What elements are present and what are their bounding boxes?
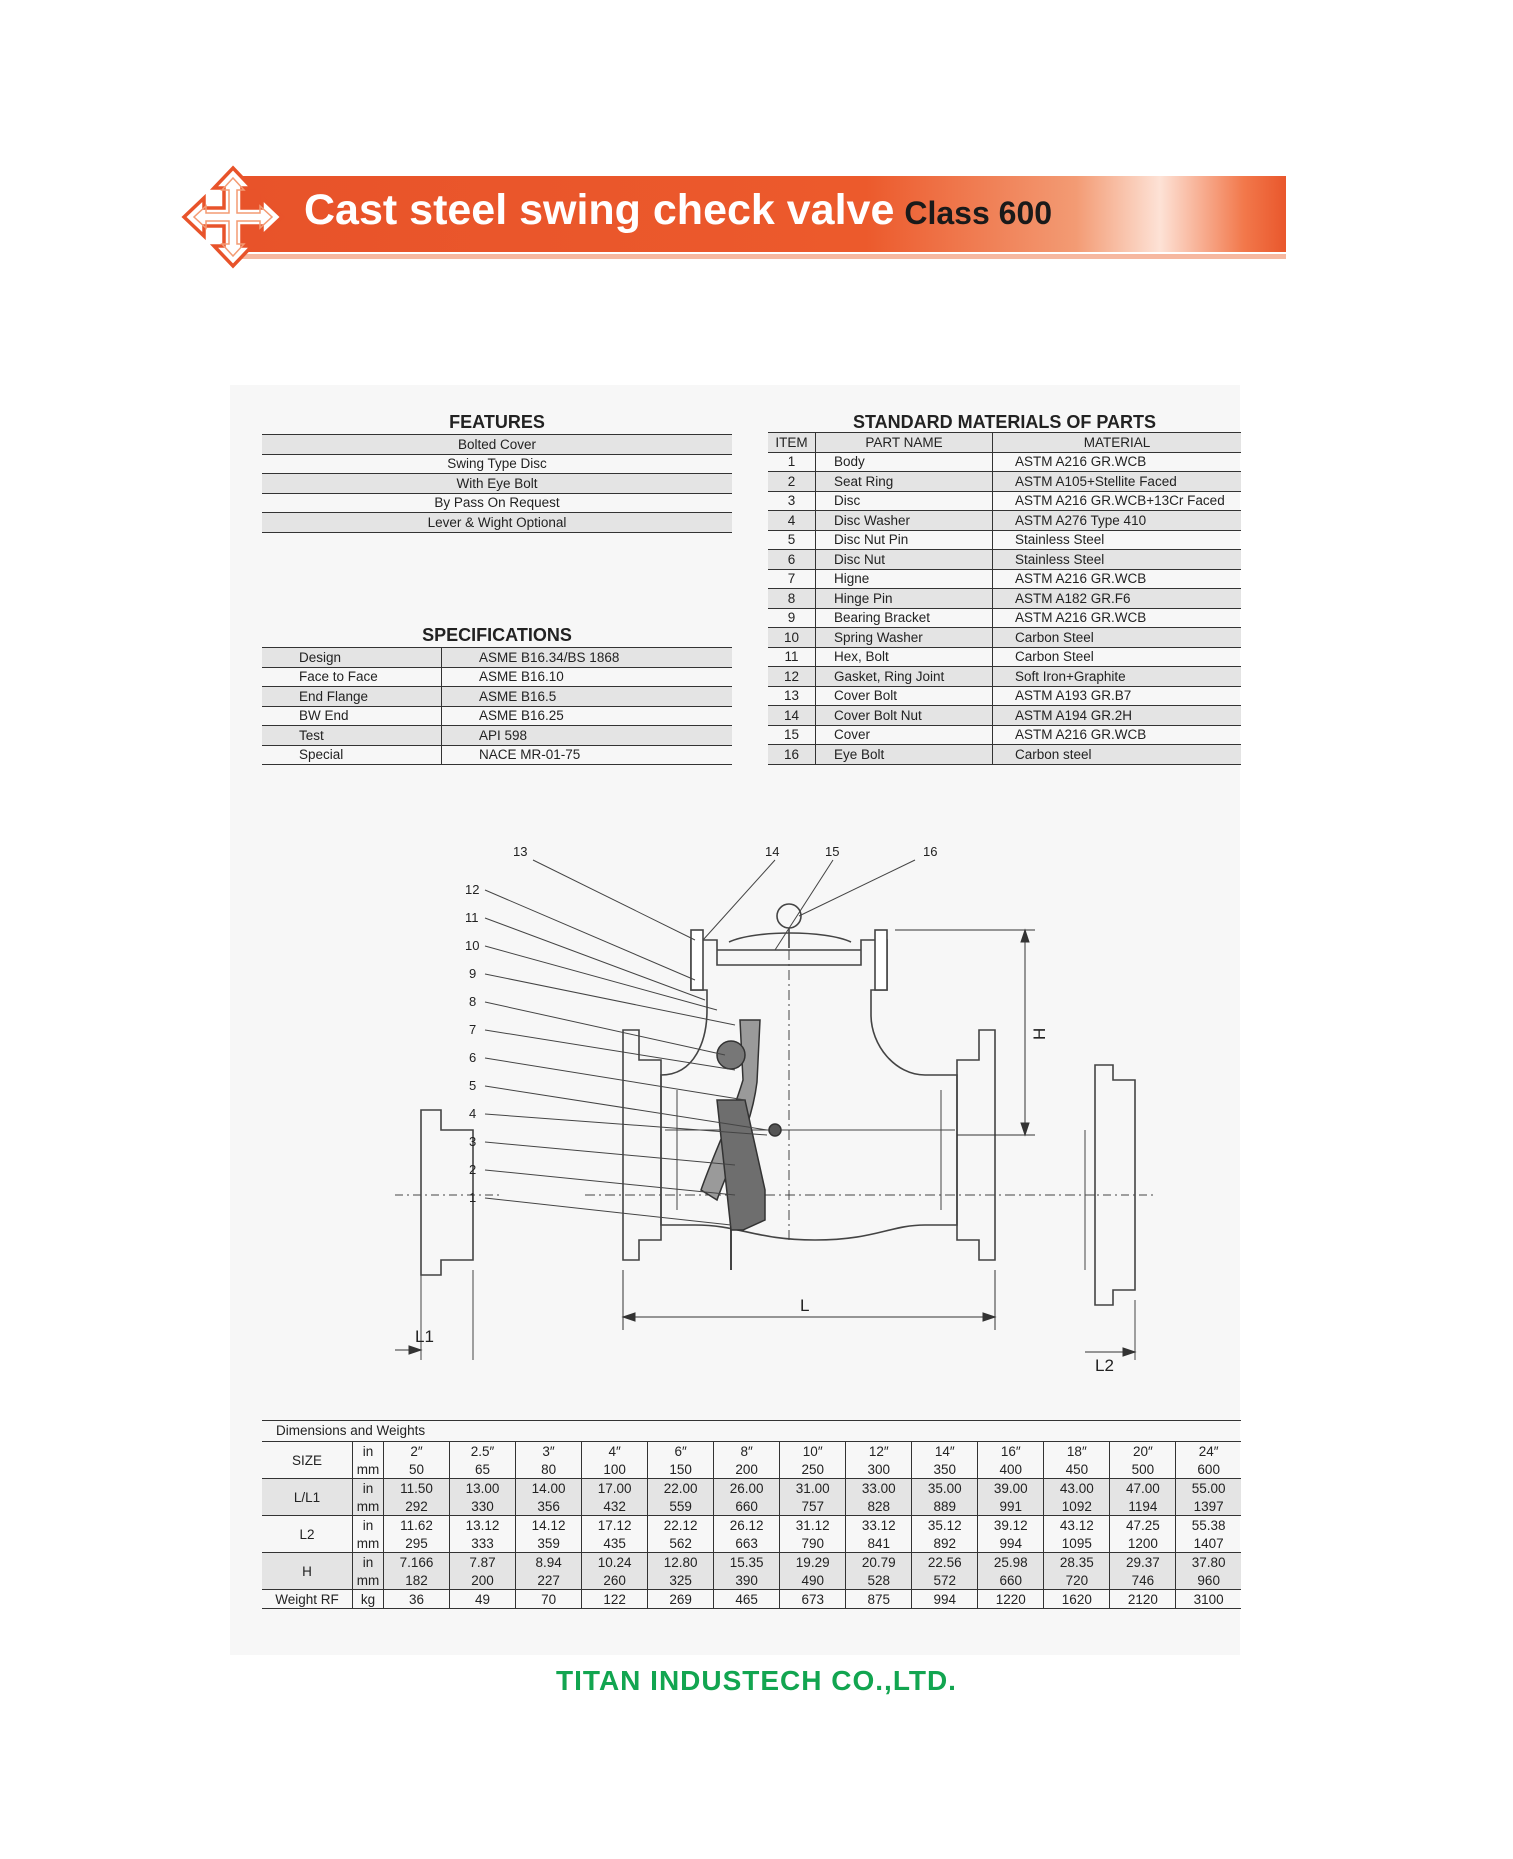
dimension-value: 50: [384, 1460, 450, 1479]
material-part-name: Eye Bolt: [816, 745, 993, 765]
dimension-value: 227: [516, 1571, 582, 1590]
dimension-value: 43.12: [1044, 1516, 1110, 1535]
material-part-name: Body: [816, 452, 993, 472]
material-row: [768, 745, 1241, 765]
dimension-value: 39.00: [978, 1479, 1044, 1498]
disc-assembly: [701, 1020, 781, 1230]
material-part-name: Disc Nut Pin: [816, 530, 993, 550]
spec-label: BW End: [262, 706, 442, 726]
weight-row: [262, 1590, 1241, 1609]
right-flange: [957, 1030, 995, 1260]
material-spec: ASTM A182 GR.F6: [993, 589, 1242, 609]
weight-value: 269: [648, 1590, 714, 1609]
dimension-row: [262, 1479, 1241, 1498]
callout-label: 5: [469, 1078, 477, 1093]
dimension-value: 11.62: [384, 1516, 450, 1535]
dimension-value: 333: [450, 1534, 516, 1553]
spec-row: [262, 706, 732, 726]
unit-label: kg: [353, 1590, 384, 1609]
dimension-row: [262, 1571, 1241, 1590]
dimension-value: 19.29: [780, 1553, 846, 1572]
spec-row: [262, 687, 732, 707]
banner-underline: [236, 254, 1286, 259]
spec-row: [262, 667, 732, 687]
dimension-value: 1095: [1044, 1534, 1110, 1553]
dimension-value: 33.12: [846, 1516, 912, 1535]
dimension-row-label: H: [262, 1553, 353, 1590]
dimension-value: 400: [978, 1460, 1044, 1479]
cover-bolt-right: [875, 930, 887, 990]
dimension-value: 250: [780, 1460, 846, 1479]
weight-value: 49: [450, 1590, 516, 1609]
material-row: [768, 686, 1241, 706]
dimension-value: 559: [648, 1497, 714, 1516]
callout-label: 2: [469, 1162, 477, 1177]
material-item-number: 9: [768, 608, 816, 628]
material-part-name: Higne: [816, 569, 993, 589]
materials-header-item: ITEM: [768, 433, 816, 453]
callout-label: 6: [469, 1050, 477, 1065]
specifications-title: SPECIFICATIONS: [422, 625, 572, 645]
weight-value: 122: [582, 1590, 648, 1609]
weight-value: 465: [714, 1590, 780, 1609]
spec-label: End Flange: [262, 687, 442, 707]
feature-row: [262, 474, 732, 494]
material-item-number: 14: [768, 706, 816, 726]
material-item-number: 7: [768, 569, 816, 589]
features-title: FEATURES: [449, 412, 545, 432]
feature-row: [262, 435, 732, 455]
weight-value: 2120: [1110, 1590, 1176, 1609]
dimension-row: [262, 1553, 1241, 1572]
materials-table: [768, 432, 1241, 765]
dimension-value: 7.166: [384, 1553, 450, 1572]
callout-label: 11: [465, 910, 479, 925]
specifications-table: [262, 647, 732, 765]
four-way-arrow-icon: [180, 164, 286, 270]
material-row: [768, 647, 1241, 667]
dimension-value: 330: [450, 1497, 516, 1516]
material-part-name: Disc: [816, 491, 993, 511]
dimension-value: 663: [714, 1534, 780, 1553]
callout-label: 8: [469, 994, 477, 1009]
feature-row: [262, 493, 732, 513]
material-item-number: 8: [768, 589, 816, 609]
material-spec: ASTM A276 Type 410: [993, 511, 1242, 531]
spec-value: API 598: [442, 726, 733, 746]
dimension-row-label: SIZE: [262, 1442, 353, 1479]
class-label: Class 600: [904, 195, 1053, 231]
callout-label: 16: [923, 844, 938, 859]
material-part-name: Seat Ring: [816, 472, 993, 492]
dimension-value: 1397: [1176, 1497, 1241, 1516]
dimension-value: 100: [582, 1460, 648, 1479]
dimension-label-L2: L2: [1095, 1356, 1114, 1375]
dimension-value: 20″: [1110, 1442, 1176, 1461]
dimension-value: 746: [1110, 1571, 1176, 1590]
dimension-value: 26.00: [714, 1479, 780, 1498]
spec-row: [262, 726, 732, 746]
materials-header-material: MATERIAL: [993, 433, 1242, 453]
title-text: Cast steel swing check valve: [304, 186, 895, 234]
spec-value: NACE MR-01-75: [442, 745, 733, 765]
dimension-value: 200: [714, 1460, 780, 1479]
dimension-value: 660: [978, 1571, 1044, 1590]
dimensions-table: [262, 1441, 1241, 1609]
dimension-value: 356: [516, 1497, 582, 1516]
dimension-value: 1194: [1110, 1497, 1176, 1516]
unit-label: in: [353, 1442, 384, 1461]
feature-item: Bolted Cover: [262, 435, 732, 455]
dimension-value: 18″: [1044, 1442, 1110, 1461]
dimension-value: 182: [384, 1571, 450, 1590]
spec-value: ASME B16.25: [442, 706, 733, 726]
dimension-value: 292: [384, 1497, 450, 1516]
material-spec: ASTM A216 GR.WCB+13Cr Faced: [993, 491, 1242, 511]
dimension-value: 528: [846, 1571, 912, 1590]
dimension-value: 8″: [714, 1442, 780, 1461]
material-item-number: 11: [768, 647, 816, 667]
feature-row: [262, 454, 732, 474]
dimension-value: 757: [780, 1497, 846, 1516]
dimension-value: 24″: [1176, 1442, 1241, 1461]
material-row: [768, 550, 1241, 570]
dimension-value: 55.00: [1176, 1479, 1241, 1498]
material-row: [768, 472, 1241, 492]
dimension-value: 490: [780, 1571, 846, 1590]
dimension-row: [262, 1497, 1241, 1516]
dimension-value: 16″: [978, 1442, 1044, 1461]
weight-value: 70: [516, 1590, 582, 1609]
material-spec: ASTM A216 GR.WCB: [993, 725, 1242, 745]
material-part-name: Disc Nut: [816, 550, 993, 570]
valve-cross-section-drawing: [395, 830, 1175, 1390]
title-banner: [180, 172, 1286, 260]
dimension-value: 12″: [846, 1442, 912, 1461]
dimension-value: 350: [912, 1460, 978, 1479]
dimension-label-L: L: [800, 1296, 810, 1315]
dimension-value: 359: [516, 1534, 582, 1553]
material-item-number: 1: [768, 452, 816, 472]
dimension-value: 960: [1176, 1571, 1241, 1590]
dimension-value: 991: [978, 1497, 1044, 1516]
dimension-value: 2″: [384, 1442, 450, 1461]
dimension-value: 892: [912, 1534, 978, 1553]
material-part-name: Bearing Bracket: [816, 608, 993, 628]
spec-label: Design: [262, 648, 442, 668]
material-row: [768, 628, 1241, 648]
dimension-value: 2.5″: [450, 1442, 516, 1461]
dimension-value: 35.00: [912, 1479, 978, 1498]
material-item-number: 3: [768, 491, 816, 511]
dimension-value: 8.94: [516, 1553, 582, 1572]
material-item-number: 13: [768, 686, 816, 706]
material-part-name: Cover Bolt: [816, 686, 993, 706]
left-end-view: [421, 1110, 473, 1275]
dimension-value: 25.98: [978, 1553, 1044, 1572]
material-row: [768, 511, 1241, 531]
material-row: [768, 706, 1241, 726]
dimension-value: 660: [714, 1497, 780, 1516]
spec-row: [262, 745, 732, 765]
dimension-value: 562: [648, 1534, 714, 1553]
dimension-value: 35.12: [912, 1516, 978, 1535]
dimension-value: 841: [846, 1534, 912, 1553]
weight-label: Weight RF: [262, 1590, 353, 1609]
dimension-value: 200: [450, 1571, 516, 1590]
dimension-label-H: H: [1030, 1027, 1049, 1040]
dimension-value: 14.12: [516, 1516, 582, 1535]
material-spec: ASTM A105+Stellite Faced: [993, 472, 1242, 492]
feature-item: Lever & Wight Optional: [262, 513, 732, 533]
weight-value: 673: [780, 1590, 846, 1609]
material-part-name: Cover Bolt Nut: [816, 706, 993, 726]
dimension-value: 29.37: [1110, 1553, 1176, 1572]
dimension-value: 6″: [648, 1442, 714, 1461]
material-item-number: 15: [768, 725, 816, 745]
unit-label: mm: [353, 1460, 384, 1479]
company-name: TITAN INDUSTECH CO.,LTD.: [556, 1665, 957, 1696]
unit-label: mm: [353, 1571, 384, 1590]
spec-label: Face to Face: [262, 667, 442, 687]
dimension-value: 994: [978, 1534, 1044, 1553]
callout-label: 3: [469, 1134, 477, 1149]
feature-row: [262, 513, 732, 533]
material-part-name: Cover: [816, 725, 993, 745]
dimension-value: 600: [1197, 1461, 1220, 1477]
dimension-value: 17.12: [582, 1516, 648, 1535]
material-spec: Carbon Steel: [993, 647, 1242, 667]
dimension-value: 31.00: [780, 1479, 846, 1498]
dimension-value: 390: [714, 1571, 780, 1590]
material-spec: ASTM A216 GR.WCB: [993, 608, 1242, 628]
dimension-value: 22.12: [648, 1516, 714, 1535]
dimension-row: [262, 1516, 1241, 1535]
dimension-value: 39.12: [978, 1516, 1044, 1535]
spec-value: ASME B16.34/BS 1868: [442, 648, 733, 668]
material-part-name: Spring Washer: [816, 628, 993, 648]
dimension-value: 3″: [516, 1442, 582, 1461]
materials-title: STANDARD MATERIALS OF PARTS: [853, 412, 1156, 432]
material-item-number: 6: [768, 550, 816, 570]
dimension-value: 14″: [912, 1442, 978, 1461]
material-spec: Stainless Steel: [993, 550, 1242, 570]
dimension-value: 572: [912, 1571, 978, 1590]
weight-value: 36: [384, 1590, 450, 1609]
weight-value: 994: [912, 1590, 978, 1609]
callout-label: 1: [469, 1190, 477, 1205]
dimension-value: 7.87: [450, 1553, 516, 1572]
callout-label: 10: [465, 938, 480, 953]
material-row: [768, 530, 1241, 550]
dimension-value: 295: [384, 1534, 450, 1553]
material-spec: Stainless Steel: [993, 530, 1242, 550]
weight-value: 1220: [978, 1590, 1044, 1609]
dimension-value: 43.00: [1044, 1479, 1110, 1498]
dimension-row: [262, 1442, 1241, 1461]
dimension-value: 11.50: [384, 1479, 450, 1498]
unit-label: in: [353, 1553, 384, 1572]
material-item-number: 4: [768, 511, 816, 531]
dimension-value: 13.00: [450, 1479, 516, 1498]
unit-label: in: [353, 1516, 384, 1535]
material-item-number: 16: [768, 745, 816, 765]
callout-label: 13: [513, 844, 528, 859]
dimension-value: 12.80: [648, 1553, 714, 1572]
dimension-value: 13.12: [450, 1516, 516, 1535]
material-item-number: 10: [768, 628, 816, 648]
material-part-name: Gasket, Ring Joint: [816, 667, 993, 687]
feature-item: With Eye Bolt: [262, 474, 732, 494]
material-row: [768, 667, 1241, 687]
dimension-value: 15.35: [714, 1553, 780, 1572]
callout-label: 4: [469, 1106, 477, 1121]
weight-value: 875: [846, 1590, 912, 1609]
dimension-value: 55.38: [1176, 1516, 1241, 1535]
material-spec: Soft Iron+Graphite: [993, 667, 1242, 687]
dimension-value: 33.00: [846, 1479, 912, 1498]
material-part-name: Disc Washer: [816, 511, 993, 531]
dimension-value: 22.00: [648, 1479, 714, 1498]
dimension-value: 450: [1044, 1460, 1110, 1479]
spec-label: Test: [262, 726, 442, 746]
dimension-value: 1200: [1110, 1534, 1176, 1553]
dimension-value: 17.00: [582, 1479, 648, 1498]
material-item-number: 12: [768, 667, 816, 687]
spec-row: [262, 648, 732, 668]
dimensions-caption: Dimensions and Weights: [262, 1420, 1241, 1440]
unit-label: mm: [353, 1497, 384, 1516]
material-spec: ASTM A216 GR.WCB: [993, 452, 1242, 472]
dimension-value: 300: [846, 1460, 912, 1479]
material-spec: Carbon steel: [993, 745, 1242, 765]
dimension-value: 31.12: [780, 1516, 846, 1535]
page-title: [304, 186, 1052, 235]
spec-label: Special: [262, 745, 442, 765]
features-table: [262, 434, 732, 533]
dimension-value: 720: [1044, 1571, 1110, 1590]
dimension-value: 325: [648, 1571, 714, 1590]
dimension-row-label: L2: [262, 1516, 353, 1553]
callout-label: 12: [465, 882, 480, 897]
dimension-value: 22.56: [912, 1553, 978, 1572]
callout-label: 7: [469, 1022, 477, 1037]
dimension-value: 47.25: [1110, 1516, 1176, 1535]
dimension-value: 889: [912, 1497, 978, 1516]
material-row: [768, 589, 1241, 609]
dimension-value: 828: [846, 1497, 912, 1516]
dimension-value: 4″: [582, 1442, 648, 1461]
dimension-value: 14.00: [516, 1479, 582, 1498]
dimension-value: 28.35: [1044, 1553, 1110, 1572]
material-row: [768, 491, 1241, 511]
dimension-row: [262, 1534, 1241, 1553]
callout-label: 14: [765, 844, 780, 859]
left-flange: [623, 1030, 661, 1260]
dimension-value: 20.79: [846, 1553, 912, 1572]
unit-label: mm: [353, 1534, 384, 1553]
material-spec: ASTM A194 GR.2H: [993, 706, 1242, 726]
dimension-value: 80: [516, 1460, 582, 1479]
material-row: [768, 608, 1241, 628]
dimension-label-L1: L1: [415, 1327, 434, 1346]
unit-label: in: [353, 1479, 384, 1498]
dimension-value: 435: [582, 1534, 648, 1553]
dimension-value: 1407: [1193, 1535, 1224, 1551]
dimension-value: 10.24: [582, 1553, 648, 1572]
weight-value: 1620: [1044, 1590, 1110, 1609]
material-row: [768, 569, 1241, 589]
spec-value: ASME B16.5: [442, 687, 733, 707]
dimension-value: 47.00: [1110, 1479, 1176, 1498]
dimension-value: 432: [582, 1497, 648, 1516]
material-item-number: 5: [768, 530, 816, 550]
spec-value: ASME B16.10: [442, 667, 733, 687]
dimension-value: 65: [450, 1460, 516, 1479]
material-part-name: Hinge Pin: [816, 589, 993, 609]
callout-label: 9: [469, 966, 477, 981]
material-spec: ASTM A216 GR.WCB: [993, 569, 1242, 589]
feature-item: By Pass On Request: [262, 493, 732, 513]
dimension-value: 26.12: [714, 1516, 780, 1535]
dimension-row-label: L/L1: [262, 1479, 353, 1516]
dimension-value: 150: [648, 1460, 714, 1479]
materials-header-part: PART NAME: [816, 433, 993, 453]
callout-label: 15: [825, 844, 840, 859]
material-item-number: 2: [768, 472, 816, 492]
weight-value: 3100: [1176, 1590, 1241, 1609]
material-spec: Carbon Steel: [993, 628, 1242, 648]
dimension-value: 500: [1110, 1460, 1176, 1479]
material-part-name: Hex, Bolt: [816, 647, 993, 667]
dimension-value: 1092: [1044, 1497, 1110, 1516]
material-row: [768, 725, 1241, 745]
dimension-value: 37.80: [1176, 1553, 1241, 1572]
dimension-value: 260: [582, 1571, 648, 1590]
right-end-view: [1067, 1065, 1155, 1360]
dimension-value: 790: [780, 1534, 846, 1553]
dimension-row: [262, 1460, 1241, 1479]
material-row: [768, 452, 1241, 472]
material-spec: ASTM A193 GR.B7: [993, 686, 1242, 706]
dimension-value: 10″: [780, 1442, 846, 1461]
feature-item: Swing Type Disc: [262, 454, 732, 474]
